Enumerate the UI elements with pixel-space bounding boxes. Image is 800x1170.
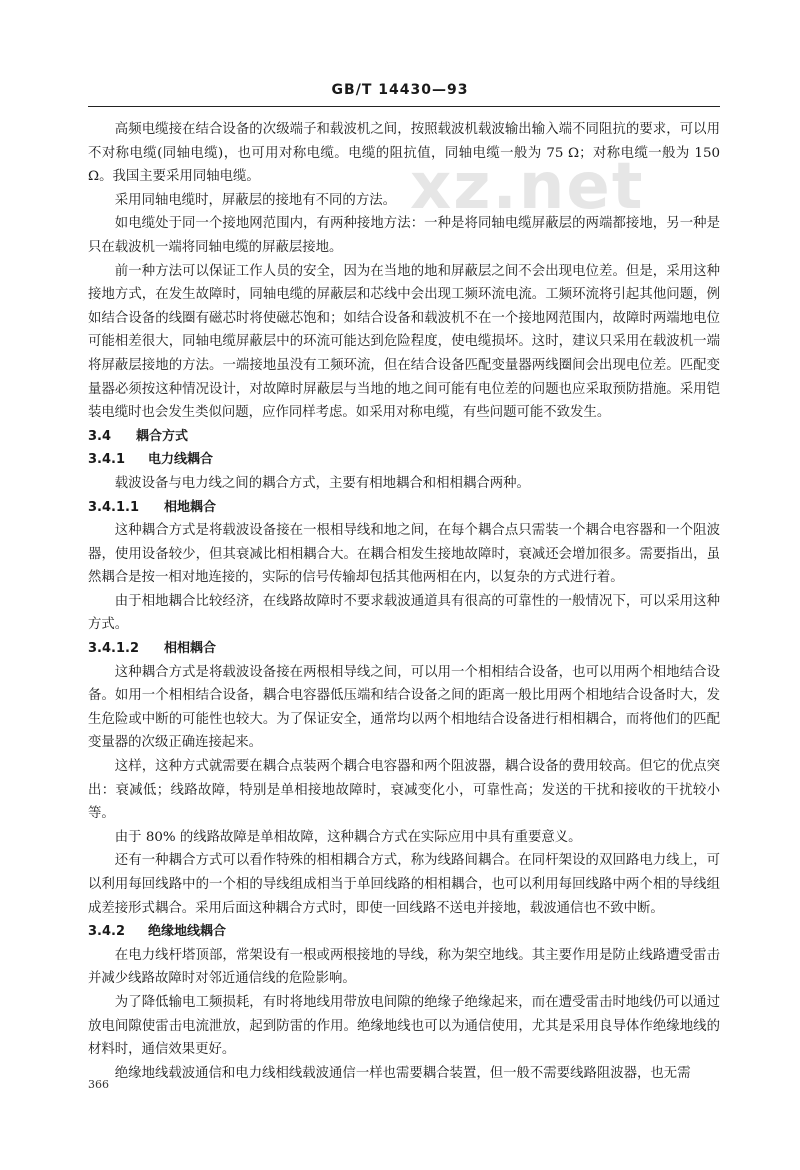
paragraph: 前一种方法可以保证工作人员的安全，因为在当地的地和屏蔽层之间不会出现电位差。但是，采用这种接地方式，在发生故障时，同轴电缆的屏蔽层和芯线中会出现工频环流电流。工频环流将引起其他问题，例如结合设备的线圈有磁芯时将使磁芯饱和；如结合设备和载波机不在一个接地网范围内，故障时两端地电位可能相差很大，同轴电缆屏蔽层中的环流可能达到危险程度，使电缆损坏。这时，建议只采用在载波机一端将屏蔽层接地的方法。一端接地虽没有工频环流，但在结合设备匹配变量器两线圈间会出现电位差。匹配变量器必须按这种情况设计，对故障时屏蔽层与当地的地之间可能有电位差的问题也应采取预防措施。采用铠装电缆时也会发生类似问题，应作同样考虑。如采用对称电缆，有些问题可能不致发生。 [88, 263, 720, 421]
section-heading [88, 425, 720, 449]
section-number: 3.4.1.1 [88, 499, 139, 515]
paragraph: 这种耦合方式是将载波设备接在两根相导线之间，可以用一个相相结合设备，也可以用两个相地结合设备。如用一个相相结合设备，耦合电容器低压端和结合设备之间的距离一般比用两个相地结合设备时大，发生危险或中断的可能性也较大。为了保证安全，通常均以两个相地结合设备进行相相耦合，而将他们的匹配变量器的次级正确连接起来。 [88, 664, 720, 751]
paragraph: 载波设备与电力线之间的耦合方式，主要有相地耦合和相相耦合两种。 [114, 475, 530, 491]
paragraph: 为了降低输电工频损耗，有时将地线用带放电间隙的绝缘子绝缘起来，而在遭受雷击时地线仍可以通过放电间隙使雷击电流泄放，起到防雷的作用。绝缘地线也可以为通信使用，尤其是采用良导体作绝缘地线的材料时，通信效果更好。 [88, 994, 720, 1058]
section-number: 3.4.1.2 [88, 641, 139, 657]
body-text [88, 118, 720, 1085]
section-heading [88, 448, 720, 472]
header-rule [88, 106, 720, 107]
section-title: 绝缘地线耦合 [148, 924, 227, 940]
paragraph: 这样，这种方式就需要在耦合点装两个耦合电容器和两个阻波器，耦合设备的费用较高。但它的优点突出：衰减低；线路故障，特别是单相接地故障时，衰减变化小，可靠性高；发送的干扰和接收的干扰较小等。 [88, 759, 720, 822]
paragraph: 还有一种耦合方式可以看作特殊的相相耦合方式，称为线路间耦合。在同杆架设的双回路电力线上，可以利用每回线路中的一个相的导线组成相当于单回线路的相相耦合，也可以利用每回线路中两个相的导线组成差接形式耦合。采用后面这种耦合方式时，即使一回线路不送电并接地，载波通信也不致中断。 [88, 853, 720, 916]
paragraph: 由于 80% 的线路故障是单相故障，这种耦合方式在实际应用中具有重要意义。 [114, 829, 582, 845]
page-number: 366 [88, 1078, 109, 1091]
section-number: 3.4.1 [88, 452, 126, 468]
paragraph: 这种耦合方式是将载波设备接在一根相导线和地之间，在每个耦合点只需装一个耦合电容器和一个阻波器，使用设备较少，但其衰减比相相耦合大。在耦合相发生接地故障时，衰减还会增加很多。需要指出，虽然耦合是按一相对地连接的，实际的信号传输却包括其他两相在内，以复杂的方式进行着。 [88, 523, 720, 586]
section-title: 耦合方式 [136, 428, 189, 444]
section-number: 3.4 [88, 428, 112, 444]
section-heading [88, 637, 720, 661]
section-title: 相地耦合 [164, 499, 217, 515]
paragraph: 采用同轴电缆时，屏蔽层的接地有不同的方法。 [114, 192, 396, 208]
paragraph: 高频电缆接在结合设备的次级端子和载波机之间，按照载波机载波输出输入端不同阻抗的要求，可以用不对称电缆(同轴电缆)，也可用对称电缆。电缆的阻抗值，同轴电缆一般为 75 Ω；对称电缆一般为 150 Ω。我国主要采用同轴电缆。 [88, 122, 720, 185]
paragraph: 绝缘地线载波通信和电力线相线载波通信一样也需要耦合装置，但一般不需要线路阻波器，也无需 [114, 1065, 691, 1081]
standard-header: GB/T 14430—93 [331, 82, 469, 98]
paragraph: 在电力线杆塔顶部，常架设有一根或两根接地的导线，称为架空地线。其主要作用是防止线路遭受雷击并减少线路故障时对邻近通信线的危险影响。 [88, 947, 720, 987]
section-title: 电力线耦合 [148, 452, 214, 468]
section-heading [88, 496, 720, 520]
section-heading [88, 920, 720, 944]
watermark: xz.net [410, 150, 645, 224]
section-title: 相相耦合 [164, 641, 217, 657]
paragraph: 由于相地耦合比较经济，在线路故障时不要求载波通道具有很高的可靠性的一般情况下，可以采用这种方式。 [88, 593, 720, 633]
paragraph: 如电缆处于同一个接地网范围内，有两种接地方法：一种是将同轴电缆屏蔽层的两端都接地，另一种是只在载波机一端将同轴电缆的屏蔽层接地。 [88, 216, 720, 255]
section-number: 3.4.2 [88, 924, 126, 940]
